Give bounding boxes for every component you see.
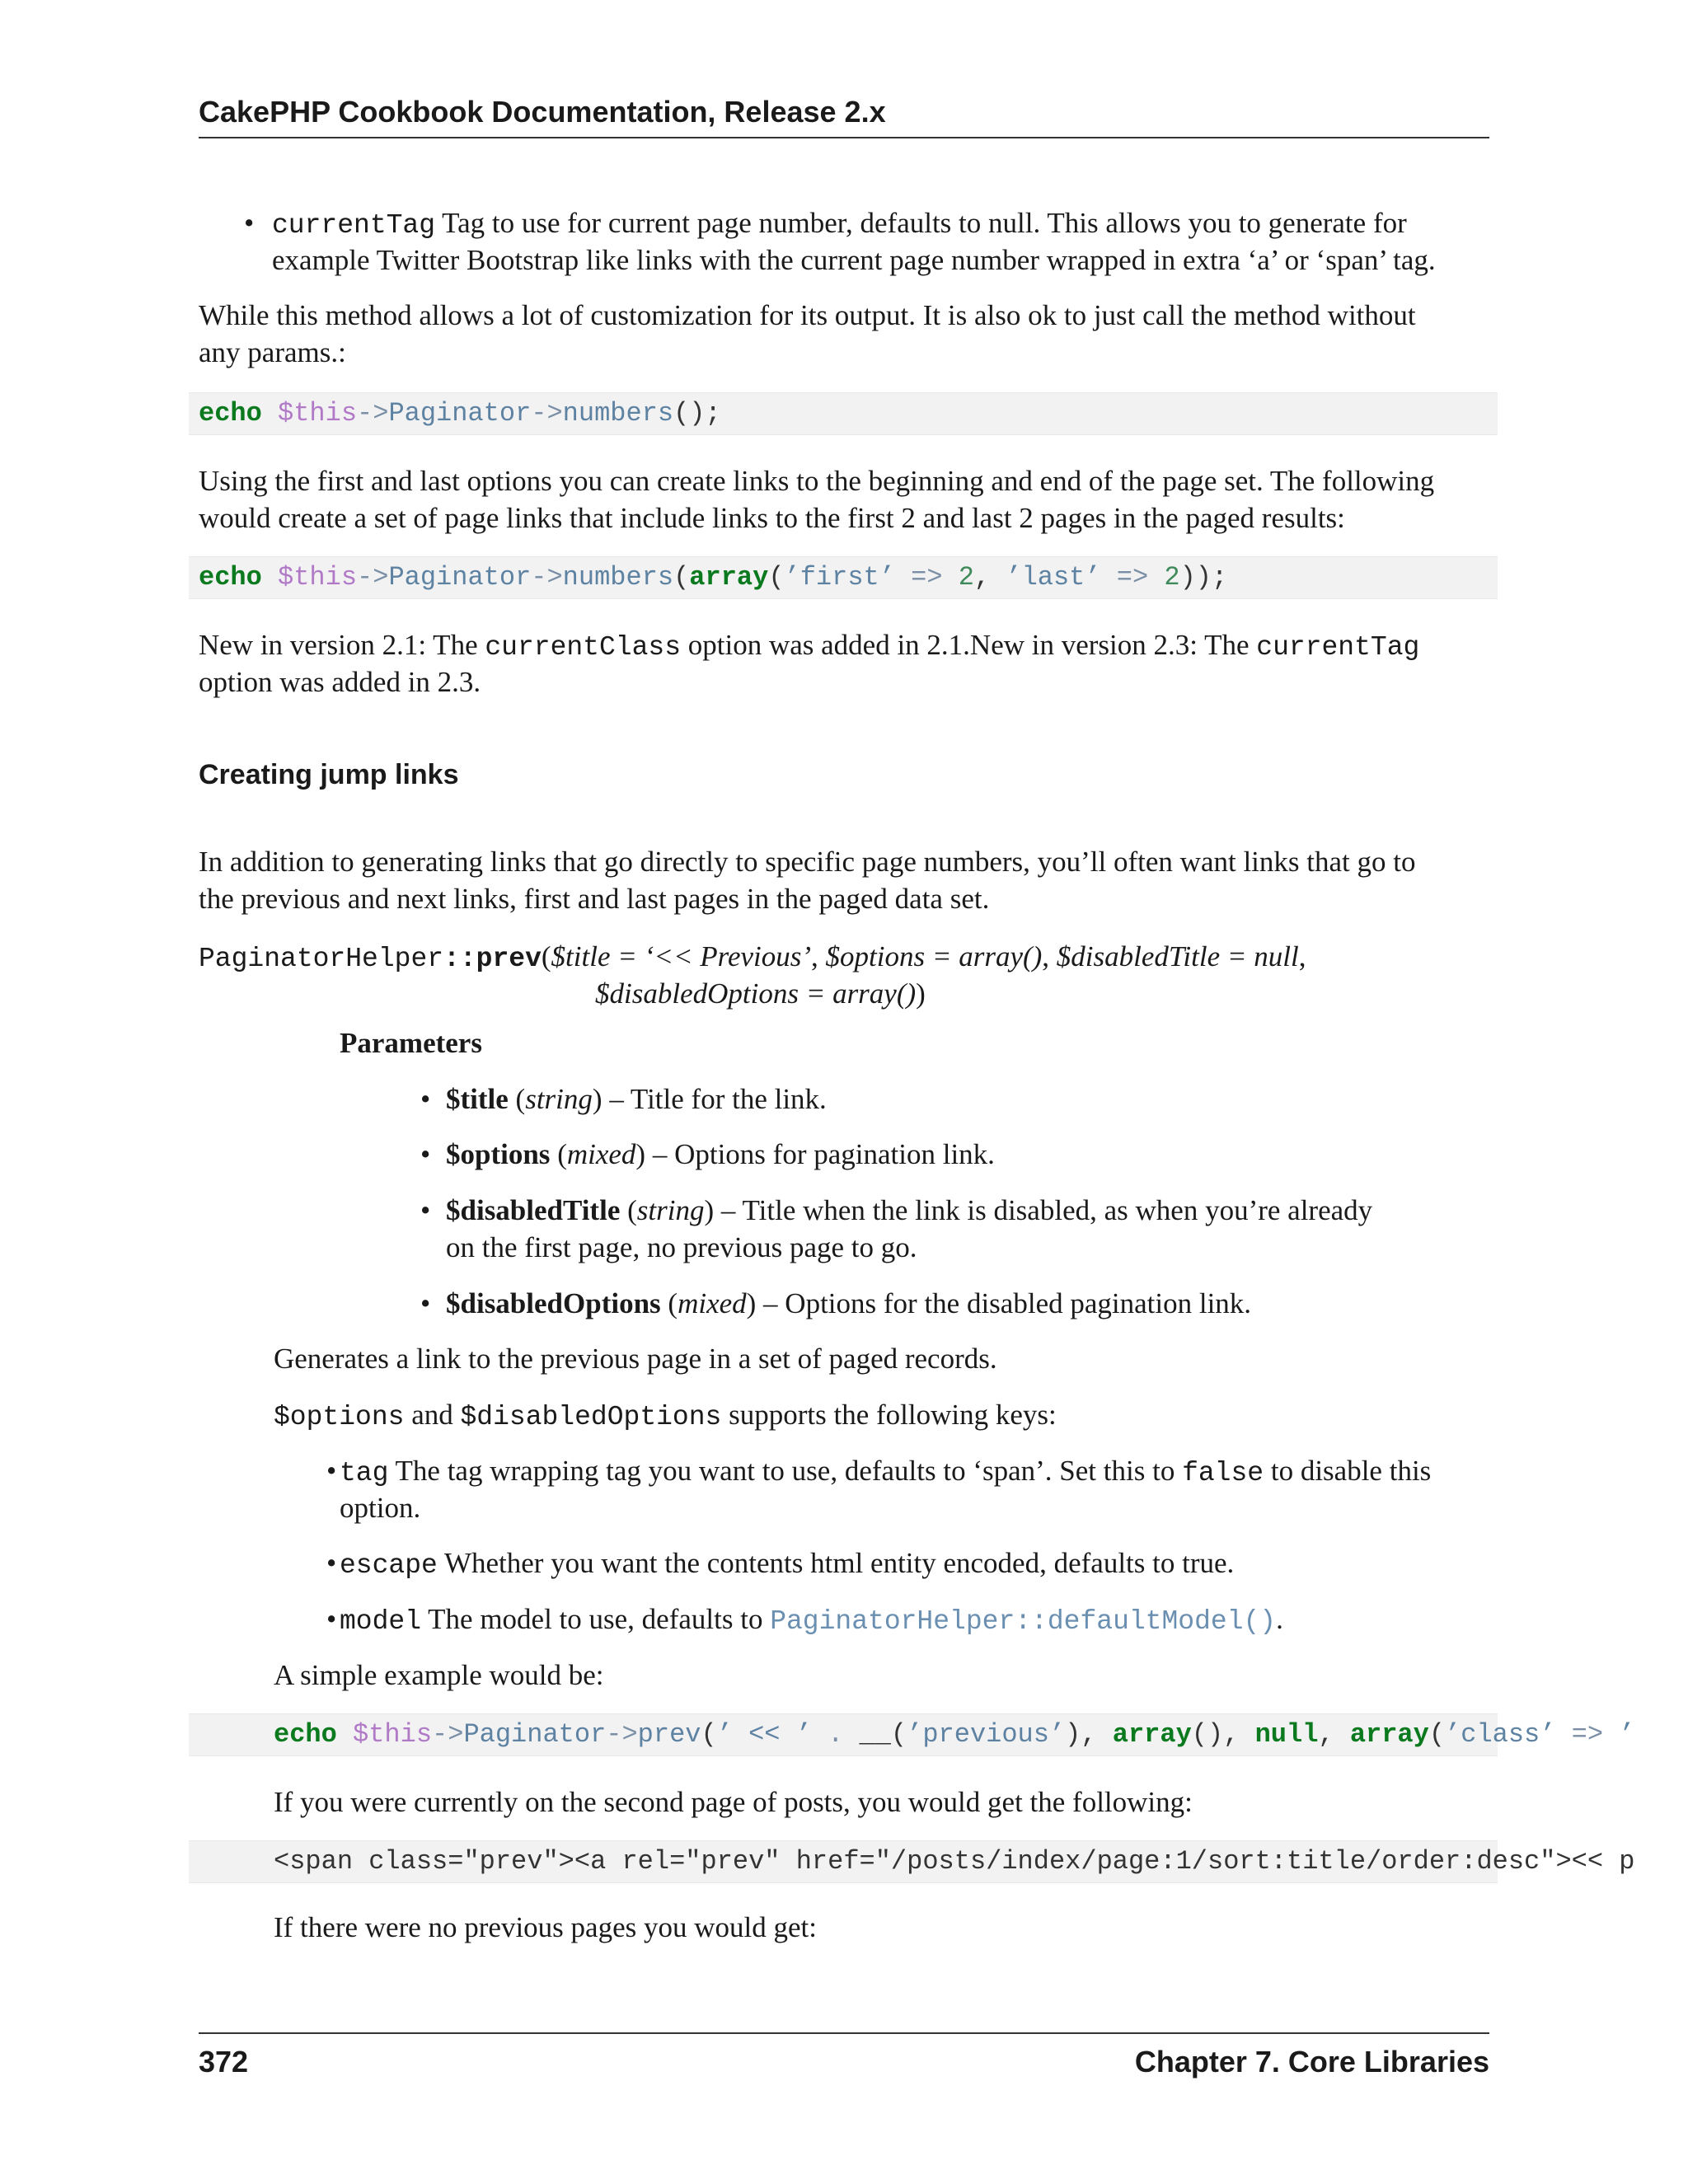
code-block: echo $this->Paginator->numbers(array(’first’ => 2, ’last’ => 2)); [189, 556, 1498, 599]
bullet: • [420, 1287, 431, 1319]
bullet: • [244, 207, 255, 239]
paragraph-line2: would create a set of page links that include links to the first 2 and last 2 pages in the paged results: [199, 502, 1345, 534]
param-item: $disabledOptions (mixed) – Options for the disabled pagination link. [446, 1287, 1252, 1319]
paragraph: If there were no previous pages you would get: [274, 1911, 817, 1943]
bullet: • [326, 1547, 337, 1579]
method-signature: PaginatorHelper::prev($title = ‘<< Previous’, $options = array(), $disabledTitle = null, [199, 940, 1306, 974]
code-block: echo $this->Paginator->numbers(); [189, 392, 1498, 435]
param-item: $disabledTitle (string) – Title when the link is disabled, as when you’re already [446, 1194, 1373, 1226]
inline-code: currentTag [1256, 632, 1420, 663]
bullet: • [420, 1194, 431, 1226]
param-item-line2: on the first page, no previous page to go. [446, 1231, 917, 1263]
section-heading: Creating jump links [199, 759, 459, 790]
paragraph-line2: any params.: [199, 336, 346, 368]
current-tag-item: currentTag Tag to use for current page number, defaults to null. This allows you to generate for [272, 207, 1407, 241]
paragraph: A simple example would be: [274, 1659, 604, 1691]
bullet: • [420, 1138, 431, 1170]
paragraph: $options and $disabledOptions supports the following keys: [274, 1399, 1057, 1432]
paragraph: If you were currently on the second page of posts, you would get the following: [274, 1786, 1193, 1818]
param-item: $options (mixed) – Options for pagination link. [446, 1138, 995, 1170]
key-item-escape: escape Whether you want the contents html entity encoded, defaults to true. [340, 1547, 1235, 1581]
paragraph: In addition to generating links that go directly to specific page numbers, you’ll often want links that go to [199, 846, 1416, 878]
bullet: • [326, 1603, 337, 1635]
signature-method: prev [476, 944, 542, 974]
code-block: echo $this->Paginator->prev(’ << ’ . __(’previous’), array(), null, array(’class’ => ’ [189, 1713, 1498, 1756]
key-item-model: model The model to use, defaults to PaginatorHelper::defaultModel(). [340, 1603, 1283, 1637]
paragraph: Generates a link to the previous page in a set of paged records. [274, 1343, 997, 1375]
bullet: • [326, 1455, 337, 1487]
paragraph: Using the first and last options you can create links to the beginning and end of the page set. The following [199, 465, 1435, 497]
running-footer [199, 2032, 1489, 2082]
signature-class: PaginatorHelper [199, 944, 444, 974]
inline-code: currentTag [272, 210, 436, 241]
chapter-title: Chapter 7. Core Libraries [1134, 2045, 1489, 2079]
paragraph: While this method allows a lot of customization for its output. It is also ok to just call the method without [199, 299, 1416, 331]
version-note-line2: option was added in 2.3. [199, 666, 481, 698]
running-header: CakePHP Cookbook Documentation, Release 2.x [199, 92, 1489, 138]
inline-code: currentClass [485, 632, 681, 663]
parameters-label: Parameters [340, 1027, 482, 1059]
page-number: 372 [199, 2045, 249, 2079]
param-item: $title (string) – Title for the link. [446, 1083, 827, 1115]
inline-code: $options [274, 1402, 405, 1432]
code-block: <span class="prev"><a rel="prev" href="/posts/index/page:1/sort:title/order:desc"><< p [189, 1840, 1498, 1883]
method-signature-cont: $disabledOptions = array()) [595, 977, 926, 1010]
key-item-tag: tag The tag wrapping tag you want to use, defaults to ‘span’. Set this to false to disable this [340, 1455, 1432, 1488]
version-note: New in version 2.1: The currentClass option was added in 2.1.New in version 2.3: The currentTag [199, 629, 1420, 663]
inline-code: $disabledOptions [460, 1402, 722, 1432]
paragraph-line2: the previous and next links, first and last pages in the paged data set. [199, 883, 990, 915]
key-item-tag-line2: option. [340, 1492, 421, 1524]
bullet: • [420, 1083, 431, 1115]
default-model-link[interactable]: PaginatorHelper::defaultModel() [770, 1606, 1277, 1637]
current-tag-item-line2: example Twitter Bootstrap like links with the current page number wrapped in extra ‘a’ or ‘span’ tag. [272, 244, 1436, 276]
